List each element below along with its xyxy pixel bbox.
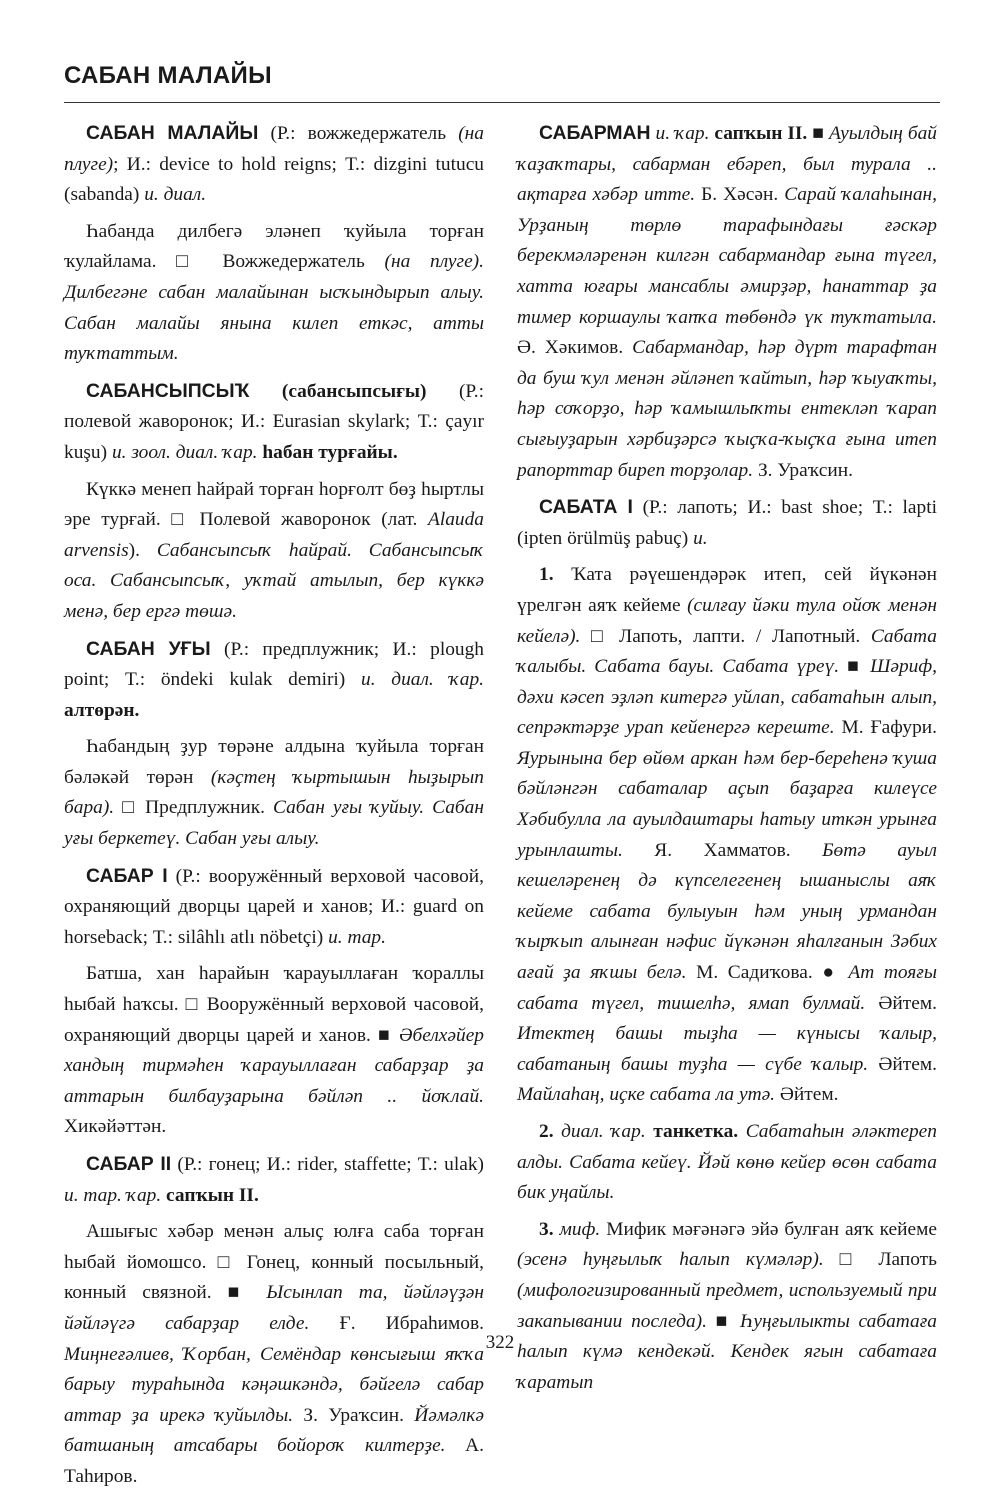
dictionary-paragraph	[64, 217, 484, 370]
headword: САБАН УҒЫ	[86, 637, 211, 660]
text-run: Сабан уғы ҡуйыу. Сабан уғы беркетеү. Сабан уғы алыу.	[64, 797, 484, 850]
text-run: (Р.: гонец; И.: rider, staffette; Т.: ulak)	[171, 1154, 484, 1175]
text-run: Ат тояғы сабата түгел, тишелһә, ямап булмай.	[517, 962, 937, 1014]
text-run: М. Ғафури.	[834, 717, 937, 739]
text-run	[738, 1121, 746, 1142]
dictionary-paragraph	[517, 1117, 937, 1209]
dictionary-paragraph	[64, 1217, 484, 1492]
text-run: Мифик мәғәнәгә эйә булған аяҡ кейеме	[600, 1218, 937, 1240]
text-run: Һабанда дилбегә эләнеп ҡуйыла торған ҡулайлама. □ Вожжедержатель	[64, 220, 484, 273]
text-run: Ғ. Ибраһимов.	[309, 1312, 484, 1334]
text-run: (сабансыпсығы)	[281, 380, 427, 402]
text-run: и.	[693, 527, 708, 549]
header-rule	[64, 102, 940, 103]
text-run: Һуңғылыкты сабатаға һалып күмә кендекәй. Кендек ягын сабатаға ҡаратып	[517, 1310, 937, 1393]
text-run: 2.	[539, 1121, 554, 1142]
text-run: Ҡата рәүешендәрәк итеп, сей йүкәнән үрелгән аяҡ кейеме	[517, 564, 937, 616]
text-run: Күккә менеп һайрай торған һорғолт бөҙ һыртлы эре турғай. □ Полевой жаворонок (лат.	[64, 478, 484, 531]
text-run: и. тар.	[328, 926, 386, 948]
text-run: сапҡын II.	[714, 123, 808, 144]
text-run: Ысынлап та, йәйләүҙән йәйләүгә сабарҙар елде.	[64, 1282, 484, 1334]
text-run: 3.	[539, 1218, 554, 1240]
text-run: Бөтә ауыл кешеләренең дә күпселегенең ышаныслы аяҡ кейеме сабата булыуын һәм уның урмандан ҡырҡып алынған нәфис йүкәнән яһалғанын Зәбих ағай ҙа яҡшы белә.	[517, 839, 937, 984]
text-run: Сабармандар, һәр дүрт тарафтан да буш ҡул менән әйләнеп ҡайтып, һәр ҡыуаҡты, һәр соҡорҙо, һәр ҡамышлыҡты ентекләп ҡарап сығыуҙарын хәрбиҙәрсә ҡыҫҡа-ҡыҫҡа ғына итеп рапорттар биреп торҙолар.	[517, 337, 937, 481]
text-run: Ә. Хәкимов.	[517, 337, 633, 359]
text-run: Әйтем.	[775, 1084, 839, 1106]
dictionary-paragraph	[517, 118, 937, 486]
text-run: и. диал. ҡар.	[361, 669, 484, 691]
text-run: Шәриф, дәхи кәсеп эҙләп китергә уйлап, сабатаһын алып, сепрәктәрҙе урап кейенергә кереште.	[517, 656, 937, 739]
headword: САБАНСЫПСЫҠ	[86, 379, 250, 402]
dictionary-paragraph	[64, 634, 484, 727]
text-run: Әйтем.	[868, 1053, 938, 1075]
text-run: Яурынына бер өйөм аркан һәм бер-береһенә ҡуша бәйләнгән сабаталар аҫып баҙарға килеүсе Хәбибулла ла ауылдаштары һатыу иткән урынға урынлашты.	[517, 747, 937, 861]
text-run: □ Лапоть, лапти. / Лапотный.	[580, 625, 871, 647]
text-run: Батша, хан һарайын ҡарауыллаған ҡораллы һыбай һаҡсы. □ Вооружённый верховой часовой, охраняющий дворцы царей и ханов. ■	[64, 963, 484, 1046]
text-run: (Р.: полевой жаворонок; И.: Eurasian skylark; Т.: çayır kuşu)	[64, 380, 484, 463]
text-run: Әйтем.	[865, 992, 937, 1014]
text-run: А. Таһиров.	[64, 1435, 484, 1487]
text-run: (эсенә һуңғылыҡ һалып күмәләр).	[517, 1249, 824, 1271]
text-run: и. диал.	[144, 184, 207, 206]
text-run: З. Ураҡсин.	[293, 1404, 415, 1426]
text-run: танкетка.	[653, 1121, 739, 1142]
text-run: һабан турғайы.	[262, 441, 398, 463]
left-column	[64, 118, 484, 1499]
text-run: Майлаһаң, иҫке сабата ла утә.	[517, 1084, 776, 1106]
right-column	[517, 118, 937, 1404]
text-run: (на плуге).	[384, 251, 484, 273]
headword: САБАТА I	[539, 496, 633, 519]
text-run: □ Предплужник.	[114, 797, 274, 819]
text-run	[249, 381, 281, 402]
text-run: сапҡын II.	[166, 1184, 259, 1206]
dictionary-paragraph	[64, 861, 484, 954]
text-run: Әбелхәйер хандың тирмәһен ҡарауыллаған сабарҙар ҙа аттарын билбауҙарына бәйләп .. йоҡлай.	[64, 1024, 484, 1107]
text-run: миф.	[559, 1218, 601, 1240]
dictionary-paragraph	[517, 560, 937, 1111]
text-run: ■	[807, 123, 829, 144]
text-run: М. Садиҡова. ●	[686, 962, 849, 984]
text-run: (кәҫтең ҡыртышын һыҙырып бара).	[64, 766, 484, 819]
text-run: (Р.: вооружённый верховой часовой, охраняющий дворцы царей и ханов; И.: guard on horseback; Т.: silâhlı atlı nöbetçi)	[64, 865, 485, 948]
dictionary-paragraph	[64, 118, 484, 211]
text-run: (Р.: лапоть; И.: bast shoe; Т.: lapti (ipten örülmüş pabuç)	[517, 497, 937, 549]
text-run: (мифологизированный предмет, используемый при закапывании последа).	[517, 1279, 937, 1332]
text-run: Сабата ҡалыбы. Сабата бауы. Сабата үреү.	[517, 625, 937, 678]
text-run: Б. Хәсән.	[695, 184, 785, 206]
text-run: диал. ҡар.	[561, 1121, 646, 1142]
text-run: Хикәйәттән.	[64, 1116, 167, 1138]
page-number: 322	[485, 1332, 515, 1353]
headword: САБАРМАН	[539, 122, 651, 144]
text-run: ; И.: device to hold reigns; Т.: dizgini tutucu (sabanda)	[64, 153, 484, 206]
text-run: Я. Хамматов.	[622, 839, 823, 861]
text-run: Дилбегәне сабан малайынан ысҡындырып алыу. Сабан малайы янына килеп еткәс, атты туҡтаттым.	[64, 281, 484, 365]
text-run: и. тар. ҡар.	[64, 1184, 162, 1206]
running-head: САБАН МАЛАЙЫ	[64, 62, 272, 89]
text-run: З. Ураҡсин.	[753, 459, 854, 481]
text-run: ■	[839, 656, 871, 678]
text-run: ■	[706, 1310, 740, 1332]
text-run: (на плуге)	[64, 123, 484, 175]
dictionary-paragraph	[64, 376, 484, 469]
text-run: (Р.: вожжедержатель	[258, 123, 459, 144]
headword: САБАР I	[86, 864, 168, 887]
text-run: Ауылдың бай ҡаҙаҡтары, сабарман ебәреп, был турала .. ақтарға хәбәр итте.	[517, 123, 937, 206]
headword: САБАР II	[86, 1153, 172, 1175]
text-run: алтөрән.	[64, 699, 140, 721]
text-run: (силғау йәки тула ойоҡ менән кейелә).	[517, 594, 937, 647]
text-run: Ашығыс хәбәр менән алыҫ юлға саба торған һыбай йомошсо. □ Гонец, конный посыльный, конный связной. ■	[64, 1221, 484, 1304]
dictionary-paragraph	[517, 1215, 937, 1399]
text-run: и. ҡар.	[655, 123, 710, 144]
dictionary-paragraph	[64, 475, 484, 628]
text-run: 1.	[539, 564, 554, 586]
text-run: Alauda arvensis	[64, 509, 484, 561]
dictionary-paragraph	[64, 959, 484, 1143]
text-run: Итектең башы тыҙһа — күнысы ҡалыр, сабатаның башы туҙһа — сүбе ҡалыр.	[517, 1023, 937, 1075]
dictionary-paragraph	[64, 1149, 484, 1211]
text-run: Йәмәлкә батшаның атсабары бойороҡ килтерҙе.	[64, 1404, 484, 1457]
text-run	[554, 1121, 562, 1142]
text-run: и. зоол. диал. ҡар.	[111, 441, 258, 463]
text-run: Сабатаһын әләктереп алды. Сабата кейеү. Йәй көнө кейер өсөн сабата бик уңайлы.	[517, 1121, 937, 1204]
headword: САБАН МАЛАЙЫ	[86, 122, 259, 144]
text-run: Һабандың ҙур төрәне алдына ҡуйыла торған бәләкәй төрән	[64, 736, 484, 788]
dictionary-paragraph	[517, 492, 937, 554]
text-run: Миңнеғәлиев, Ҡорбан, Семёндар көнсығыш яҡҡа барыу тураһында кәңәшкәндә, бәйгелә сабар аттар ҙа ирекә ҡуйылды.	[64, 1343, 484, 1426]
text-run: ).	[128, 539, 157, 561]
text-run: (Р.: предплужник; И.: plough point; Т.: öndeki kulak demiri)	[64, 638, 484, 691]
dictionary-paragraph	[64, 732, 484, 854]
text-run: Сарай ҡалаһынан, Урҙаның төрлө тарафындағы ғәскәр берекмәләренән килгән сабармандар ғына түгел, хатта юғары мансаблы әмирҙәр, һанаттар ҙа тимер коршаулы ҡапҡа төбөндә үк туҡтатыла.	[517, 184, 938, 328]
text-run: Сабансыпсыҡ һайрай. Сабансыпсыҡ оса. Сабансыпсыҡ, уҡтай атылып, бер күккә менә, бер ергә төшә.	[64, 539, 485, 622]
text-run: □ Лапоть	[823, 1249, 937, 1271]
